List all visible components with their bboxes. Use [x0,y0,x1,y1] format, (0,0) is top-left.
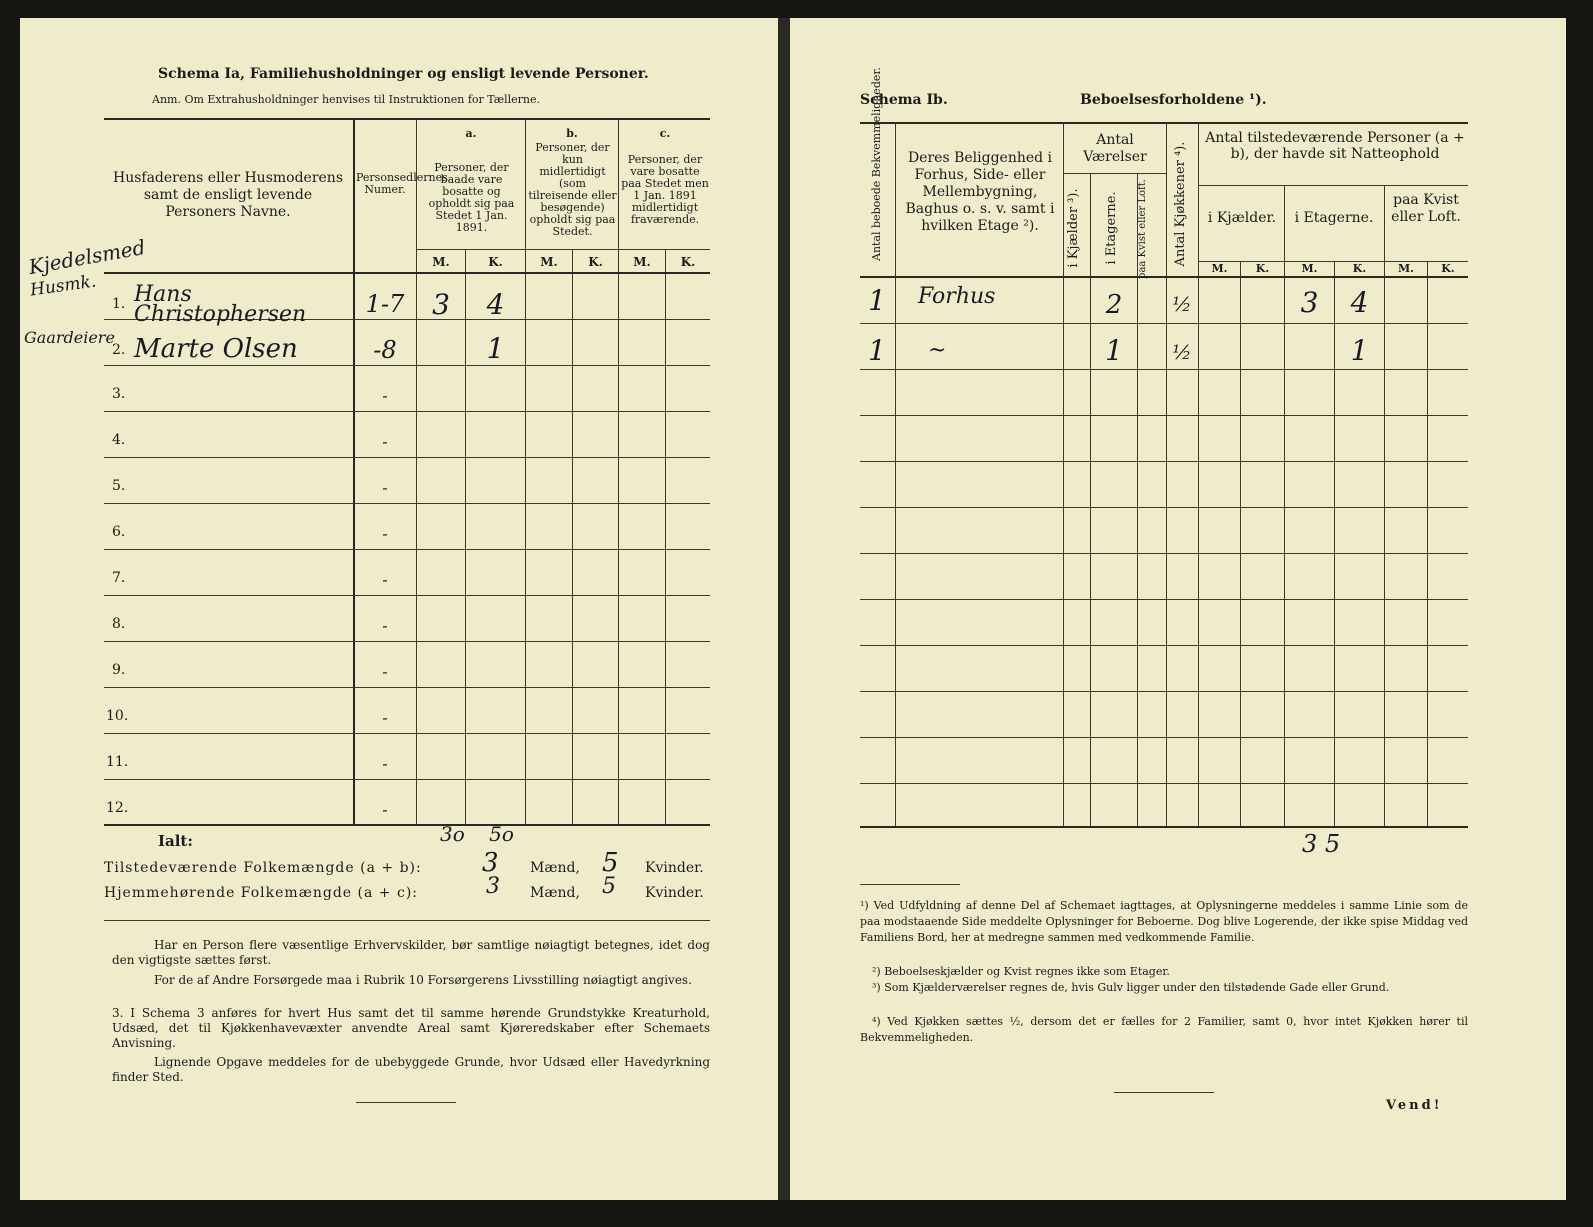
mk-label: M. [540,255,558,269]
hjemme-maend-value: 3 [486,874,500,899]
mk-label: K. [1255,262,1270,275]
etag-m-cell: 3 [1300,286,1319,319]
mk-label: K. [488,255,503,269]
etag-k-cell: 1 [1350,334,1369,367]
maend-label: Mænd, [530,885,580,901]
row-number: 9. [112,662,126,678]
beliggenhed-cell: Forhus [918,284,996,309]
total-handwritten: 3 5 [1302,830,1341,858]
person-number-cell: - [382,800,388,819]
row-number: 1. [112,296,126,312]
a-k-cell: 1 [486,332,505,365]
person-number-cell: - [382,524,388,543]
kvinder-label: Kvinder. [645,885,704,901]
col-i-etagerne: i Etagerne. [1104,191,1119,265]
person-number-cell: -8 [373,336,397,364]
schema-1a-title: Schema Ia, Familiehusholdninger og ensligt levende Personer. [158,66,649,82]
name-cell: Marte Olsen [134,334,298,364]
margin-note: Husmk. [28,271,98,301]
vend-label: Vend! [1386,1098,1443,1113]
col-a-text: Personer, der baade vare bosatte og opholdt sig paa Stedet 1 Jan. 1891. [428,161,515,234]
row-number: 7. [112,570,126,586]
col-paa-kvist: paa Kvist eller Loft. [1137,179,1148,279]
antal-cell: 1 [868,334,886,367]
footnote: ¹) Ved Udfyldning af denne Del af Schemaet iagttages, at Oplysningerne meddeles i samme Linie som de paa modstaaende Side meddelte Oplysninger for Beboerne. Dog blive Logerende, der ikke spise Middag ved Familiens Bord, her at medregne sammen med vedkommende Familie. [860,899,1468,944]
schema-1b-title: Schema Ib. [860,92,948,108]
tilstede-maend-value: 3 [482,848,499,878]
col-c-letter: c. [659,127,671,140]
margin-note: Kjedelsmed [26,234,148,280]
margin-note: Gaardeiere [24,328,115,347]
row-number: 2. [112,342,126,358]
ialt-label: Ialt: [158,832,193,850]
note-paragraph: Har en Person flere væsentlige Erhvervskilder, bør samtlige nøiagtigt betegnes, idet dog den vigtigste sættes først. [112,938,710,967]
footnote: ⁴) Ved Kjøkken sættes ½, dersom det er fælles for 2 Familier, samt 0, hvor intet Kjøkken hører til Bekvemmeligheden. [860,1015,1468,1044]
footnote: ³) Som Kjælderværelser regnes de, hvis Gulv ligger under den tilstødende Gade eller Grund. [872,981,1390,994]
person-number-cell: - [382,754,388,773]
col-antal-bekvem: Antal beboede Bekvemmeligheder. [870,67,883,261]
mk-label: K. [588,255,603,269]
name-cell: Hans Christophersen [134,282,307,327]
col-beliggenhed: Deres Beliggenhed i Forhus, Side- eller Mellembygning, Baghus o. s. v. samt i hvilken Etage ²). [905,150,1055,234]
row-number: 3. [112,386,126,402]
mk-label: M. [633,255,651,269]
etagerne-cell: 1 [1105,334,1123,367]
col-b-letter: b. [566,127,578,140]
col-antal-vaerelser: Antal Værelser [1083,132,1147,165]
tilstede-kvinder-value: 5 [602,848,619,878]
col-tilstede-personer: Antal tilstedeværende Personer (a + b), der havde sit Natteophold [1205,130,1465,162]
col-b-text: Personer, der kun midlertidigt (som tilreisende eller besøgende) opholdt sig paa Stedet. [528,141,617,238]
person-number-cell: - [382,432,388,451]
person-number-cell: - [382,478,388,497]
row-number: 8. [112,616,126,632]
col-c-text: Personer, der vare bosatte paa Stedet men 1 Jan. 1891 midlertidigt fraværende. [621,153,709,226]
row-number: 10. [106,708,129,724]
col-a-letter: a. [465,127,477,140]
sub-i-kjaelder: i Kjælder. [1207,210,1277,226]
person-number-cell: - [382,570,388,589]
hjemme-kvinder-value: 5 [602,874,616,899]
row-number: 4. [112,432,126,448]
mk-label: K. [680,255,696,269]
col-name-header: Husfaderens eller Husmoderens samt de ensligt levende Personers Navne. [112,170,344,220]
kvinder-label: Kvinder. [645,860,704,876]
schema-1b-subtitle: Beboelsesforholdene ¹). [1080,92,1267,108]
tilstede-label: Tilstedeværende Folkemængde (a + b): [104,860,422,876]
kjokken-cell: ½ [1172,292,1192,316]
row-number: 5. [112,478,126,494]
hjemme-label: Hjemmehørende Folkemængde (a + c): [104,885,418,901]
mk-label: M. [432,255,450,269]
mk-label: K. [1441,262,1455,275]
sub-paa-kvist: paa Kvist eller Loft. [1391,192,1461,225]
row-number: 11. [106,754,129,770]
mk-label: K. [1352,262,1367,275]
note-paragraph: For de af Andre Forsørgede maa i Rubrik 10 Forsørgerens Livsstilling nøiagtigt angives. [154,973,692,987]
kjokken-cell: ½ [1172,340,1192,364]
annotation-line: Anm. Om Extrahusholdninger henvises til Instruktionen for Tællerne. [152,93,541,106]
col-i-kjaelder: i Kjælder ³). [1066,188,1081,268]
page-gutter [778,18,790,1200]
mk-label: M. [1211,262,1228,275]
antal-cell: 1 [868,284,886,317]
etag-k-cell: 4 [1350,286,1369,319]
person-number-cell: - [382,708,388,727]
etagerne-cell: 2 [1105,290,1123,320]
ialt-handwritten: 3o 5o [440,822,514,846]
row-number: 12. [106,800,129,816]
mk-label: M. [1397,262,1414,275]
mk-label: M. [1301,262,1318,275]
col-num-header: Personsedlernes Numer. [356,171,448,196]
a-k-cell: 4 [486,288,505,321]
a-m-cell: 3 [432,288,450,321]
note-paragraph: Lignende Opgave meddeles for de ubebyggede Grunde, hvor Udsæd eller Havedyrkning finder Sted. [112,1055,710,1084]
person-number-cell: - [382,616,388,635]
footnote: ²) Beboelseskjælder og Kvist regnes ikke som Etager. [872,965,1170,978]
sub-i-etagerne: i Etagerne. [1294,210,1374,226]
col-antal-kjokkener: Antal Kjøkkener ⁴). [1173,141,1188,267]
person-number-cell: 1-7 [365,290,405,318]
row-number: 6. [112,524,126,540]
maend-label: Mænd, [530,860,580,876]
person-number-cell: - [382,662,388,681]
beliggenhed-cell: ~ [928,338,947,363]
person-number-cell: - [382,386,388,405]
note-paragraph: 3. I Schema 3 anføres for hvert Hus samt det til samme hørende Grundstykke Kreaturhold, Udsæd, det til Kjøkkenhavevæxter anvendte Areal samt Kjøreredskaber efter Schemaets Anvisning. [112,1006,710,1050]
